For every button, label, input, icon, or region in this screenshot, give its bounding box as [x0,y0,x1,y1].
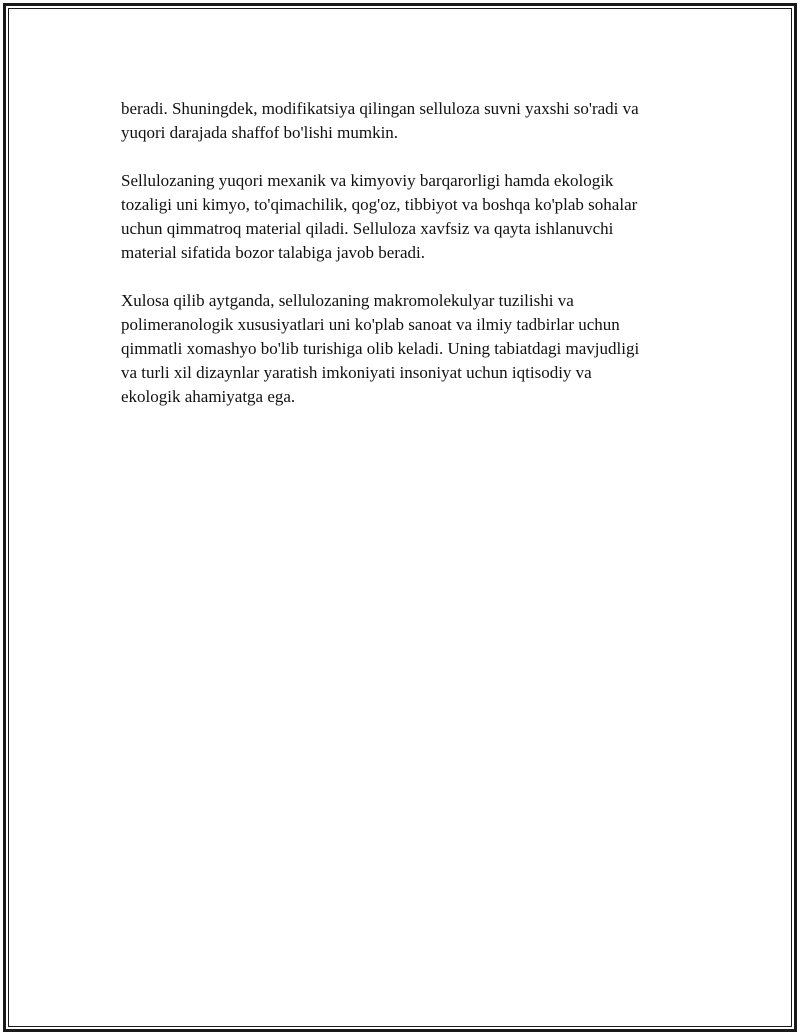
document-body [121,97,701,433]
text-line: uchun qimmatroq material qiladi. Selluloza xavfsiz va qayta ishlanuvchi [121,219,614,238]
text-line: material sifatida bozor talabiga javob beradi. [121,243,425,262]
text-line: polimeranologik xususiyatlari uni ko'plab sanoat va ilmiy tadbirlar uchun [121,315,620,334]
paragraph-2 [121,169,701,265]
text-line: beradi. Shuningdek, modifikatsiya qilingan selluloza suvni yaxshi so'radi va [121,99,639,118]
paragraph-1 [121,97,701,145]
text-line: yuqori darajada shaffof bo'lishi mumkin. [121,123,399,142]
text-line: Xulosa qilib aytganda, sellulozaning makromolekulyar tuzilishi va [121,291,574,310]
text-line: va turli xil dizaynlar yaratish imkoniyati insoniyat uchun iqtisodiy va [121,363,592,382]
page-frame [3,3,797,1032]
paragraph-3 [121,289,701,409]
text-line: qimmatli xomashyo bo'lib turishiga olib keladi. Uning tabiatdagi mavjudligi [121,339,640,358]
text-line: ekologik ahamiyatga ega. [121,387,296,406]
text-line: Sellulozaning yuqori mexanik va kimyoviy barqarorligi hamda ekologik [121,171,614,190]
text-line: tozaligi uni kimyo, to'qimachilik, qog'oz, tibbiyot va boshqa ko'plab sohalar [121,195,638,214]
